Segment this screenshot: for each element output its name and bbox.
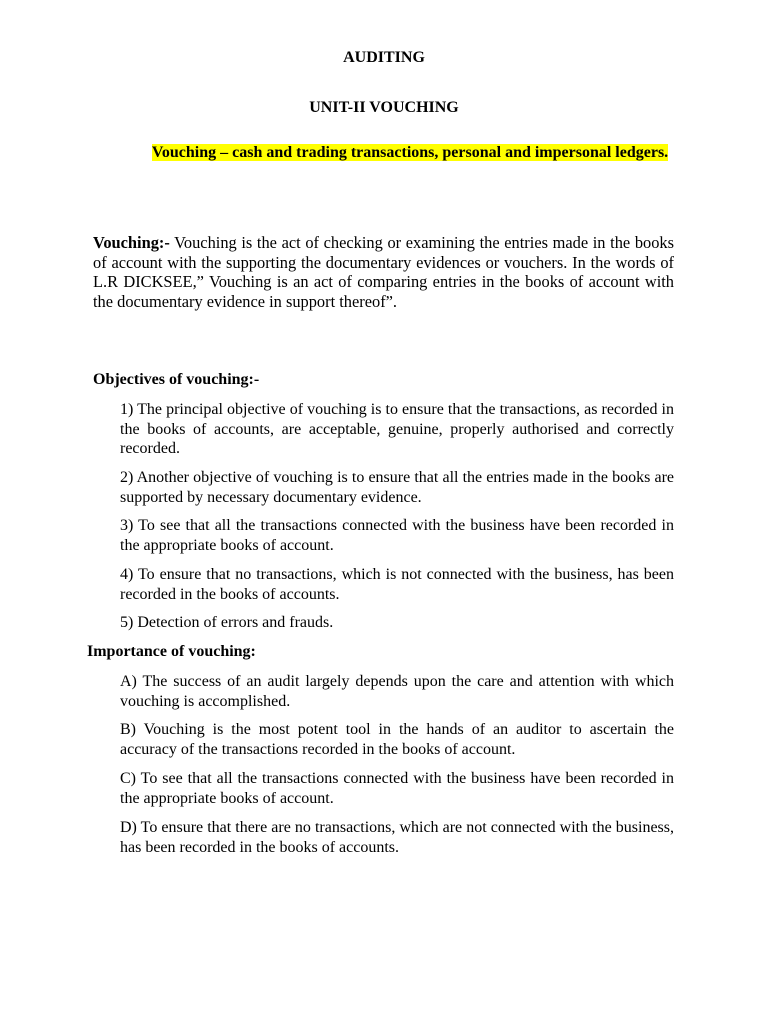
objective-item-2: 2) Another objective of vouching is to ensure that all the entries made in the books are supported by necessary documentary evidence.: [120, 469, 674, 506]
objective-item-4: 4) To ensure that no transactions, which is not connected with the business, has been recorded in the books of accounts.: [120, 566, 674, 603]
objective-item-3: 3) To see that all the transactions connected with the business have been recorded in the appropriate books of account.: [120, 517, 674, 554]
objective-item-1: 1) The principal objective of vouching is to ensure that the transactions, as recorded in the books of accounts, are acceptable, genuine, properly authorised and correctly recorded.: [120, 401, 674, 457]
importance-item-a: A) The success of an audit largely depends upon the care and attention with which vouching is accomplished.: [120, 673, 674, 710]
highlighted-subtitle-text: Vouching – cash and trading transactions, personal and impersonal ledgers.: [151, 144, 669, 161]
document-title: AUDITING: [343, 49, 425, 66]
vouching-definition-text: Vouching is the act of checking or examining the entries made in the books of account with the supporting the documentary evidences or vouchers. In the words of L.R DICKSEE,” Vouching is an act of comparing entries in the books of account with the documentary evidence in support thereof”.: [93, 233, 674, 312]
unit-title: UNIT-II VOUCHING: [309, 99, 459, 116]
importance-heading: Importance of vouching:: [87, 643, 256, 660]
topic-subtitle: [146, 143, 674, 163]
vouching-term: Vouching:-: [93, 233, 170, 252]
vouching-definition-paragraph: [93, 233, 674, 312]
importance-item-d: D) To ensure that there are no transactions, which are not connected with the business, has been recorded in the books of accounts.: [120, 819, 674, 856]
objective-item-5: 5) Detection of errors and frauds.: [120, 614, 334, 631]
importance-item-c: C) To see that all the transactions connected with the business have been recorded in the appropriate books of account.: [120, 770, 674, 807]
objectives-heading: Objectives of vouching:-: [93, 371, 260, 388]
importance-item-b: B) Vouching is the most potent tool in the hands of an auditor to ascertain the accuracy of the transactions recorded in the books of account.: [120, 721, 674, 758]
